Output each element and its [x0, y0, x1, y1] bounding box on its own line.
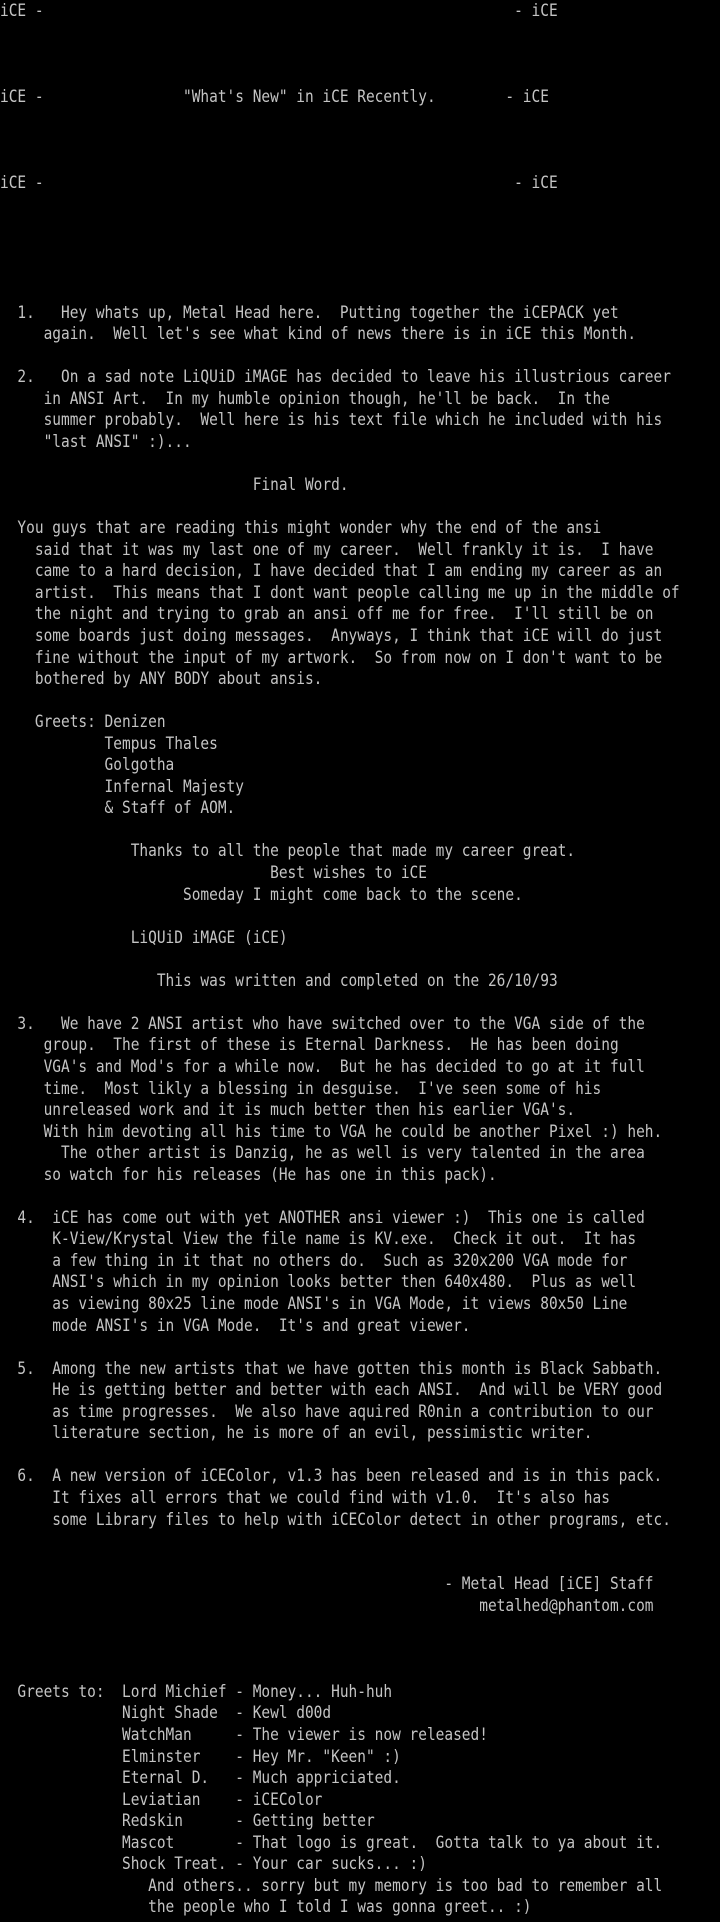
text-line: bothered by ANY BODY about ansis.	[0, 669, 323, 689]
text-line: 3. We have 2 ANSI artist who have switched over to the VGA side of the	[0, 1013, 645, 1033]
text-line: 4. iCE has come out with yet ANOTHER ansi viewer :) This one is called	[0, 1207, 645, 1227]
text-line: literature section, he is more of an evil, pessimistic writer.	[0, 1423, 593, 1443]
text-line: "last ANSI" :)...	[0, 432, 192, 451]
text-line: as viewing 80x25 line mode ANSI's in VGA Mode, it views 80x50 Line	[0, 1294, 628, 1313]
text-line: Redskin - Getting better	[0, 1811, 375, 1831]
text-line: VGA's and Mod's for a while now. But he has decided to go at it full	[0, 1056, 645, 1076]
text-line: group. The first of these is Eternal Darkness. He has been doing	[0, 1035, 619, 1055]
text-line: the people who I told I was gonna greet.. :)	[0, 1897, 532, 1917]
text-line: With him devoting all his time to VGA he could be another Pixel :) heh.	[0, 1121, 663, 1141]
text-line: Greets to: Lord Michief - Money... Huh-huh	[0, 1681, 393, 1701]
text-line: Eternal D. - Much appriciated.	[0, 1768, 401, 1788]
text-line: artist. This means that I dont want people calling me up in the middle of	[0, 582, 680, 602]
text-line: time. Most likly a blessing in desguise. I've seen some of his	[0, 1078, 602, 1098]
text-line: WatchMan - The viewer is now released!	[0, 1725, 488, 1744]
text-line: & Staff of AOM.	[0, 798, 236, 818]
text-line: the night and trying to grab an ansi off me for free. I'll still be on	[0, 604, 654, 624]
text-line: some Library files to help with iCEColor detect in other programs, etc.	[0, 1509, 671, 1529]
text-line: a few thing in it that no others do. Such as 320x200 VGA mode for	[0, 1250, 628, 1270]
text-line: Mascot - That logo is great. Gotta talk to ya about it.	[0, 1832, 663, 1852]
text-line: Elminster - Hey Mr. "Keen" :)	[0, 1746, 401, 1766]
text-line: LiQUiD iMAGE (iCE)	[0, 927, 288, 947]
text-line: unreleased work and it is much better then his earlier VGA's.	[0, 1100, 576, 1120]
text-line: Someday I might come back to the scene.	[0, 884, 523, 904]
text-line: 2. On a sad note LiQUiD iMAGE has decided to leave his illustrious career	[0, 367, 671, 387]
text-line: 1. Hey whats up, Metal Head here. Putting together the iCEPACK yet	[0, 302, 619, 322]
text-line: Greets: Denizen	[0, 712, 166, 732]
text-line: some boards just doing messages. Anyways, I think that iCE will do just	[0, 625, 663, 645]
text-line: Tempus Thales	[0, 733, 218, 753]
text-line: Thanks to all the people that made my career great.	[0, 841, 576, 861]
text-line: so watch for his releases (He has one in this pack).	[0, 1164, 497, 1184]
text-line: came to a hard decision, I have decided that I am ending my career as an	[0, 561, 663, 581]
text-line: metalhed@phantom.com	[0, 1595, 654, 1615]
text-line: He is getting better and better with each ANSI. And will be VERY good	[0, 1380, 663, 1400]
text-line: This was written and completed on the 26/10/93	[0, 970, 558, 990]
text-line: Night Shade - Kewl d00d	[0, 1703, 332, 1723]
text-line: mode ANSI's in VGA Mode. It's and great viewer.	[0, 1315, 471, 1335]
text-line: 6. A new version of iCEColor, v1.3 has been released and is in this pack.	[0, 1466, 663, 1486]
text-line: K-View/Krystal View the file name is KV.exe. Check it out. It has	[0, 1229, 637, 1249]
text-line: iCE - - iCE	[0, 1, 558, 20]
text-line: - Metal Head [iCE] Staff	[0, 1574, 654, 1594]
text-line: in ANSI Art. In my humble opinion though, he'll be back. In the	[0, 388, 610, 408]
text-line: And others.. sorry but my memory is too bad to remember all	[0, 1875, 663, 1895]
text-line: Infernal Majesty	[0, 776, 244, 796]
text-line: Golgotha	[0, 755, 175, 775]
text-line: 5. Among the new artists that we have gotten this month is Black Sabbath.	[0, 1358, 663, 1378]
text-line: The other artist is Danzig, he as well is very talented in the area	[0, 1143, 645, 1163]
text-line: again. Well let's see what kind of news there is in iCE this Month.	[0, 324, 637, 344]
text-line: ANSI's which in my opinion looks better then 640x480. Plus as well	[0, 1272, 637, 1292]
text-line: Final Word.	[0, 475, 349, 495]
text-line: summer probably. Well here is his text file which he included with his	[0, 410, 663, 430]
text-line: Best wishes to iCE	[0, 863, 427, 882]
text-line: It fixes all errors that we could find with v1.0. It's also has	[0, 1487, 610, 1507]
text-line: Leviatian - iCEColor	[0, 1789, 323, 1809]
text-line: iCE - - iCE	[0, 173, 558, 193]
text-line: said that it was my last one of my career. Well frankly it is. I have	[0, 539, 654, 559]
text-line: fine without the input of my artwork. So from now on I don't want to be	[0, 647, 663, 667]
text-line: Shock Treat. - Your car sucks... :)	[0, 1854, 427, 1874]
text-line: as time progresses. We also have aquired R0nin a contribution to our	[0, 1401, 654, 1421]
text-line: iCE - "What's New" in iCE Recently. - iCE	[0, 87, 549, 107]
text-line: You guys that are reading this might wonder why the end of the ansi	[0, 518, 602, 538]
